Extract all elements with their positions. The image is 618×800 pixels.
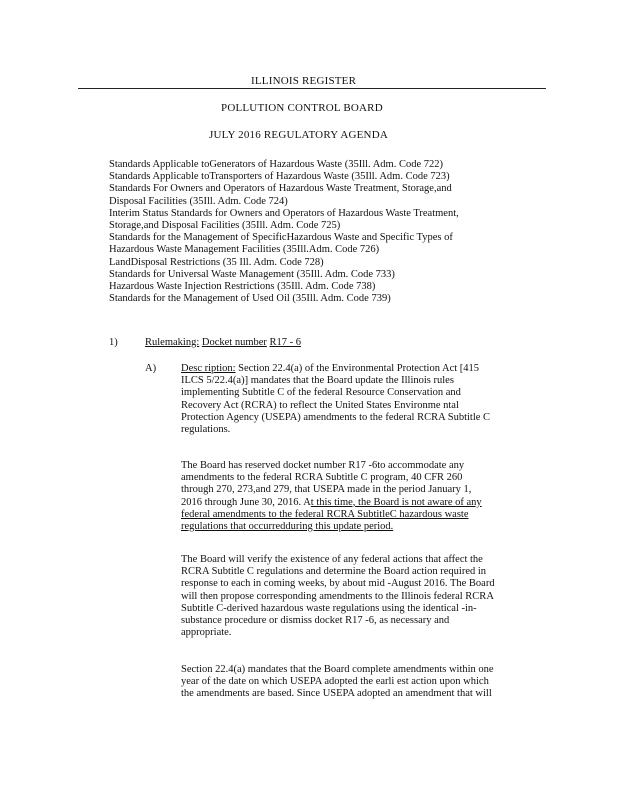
header-divider [78,88,546,89]
text-line: The Board has reserved docket number R17 -6to accommodate any [181,460,465,471]
regulation-line: LandDisposal Restrictions (35 Ill. Adm. Code 728) [109,256,324,268]
verify-paragraph [181,554,541,639]
regulation-line: Standards for the Management of SpecificHazardous Waste and Specific Types of [109,232,453,244]
docket-number: R17 - 6 [269,337,302,348]
section-letter: A) [145,363,157,374]
text-line: regulations. [181,424,231,436]
text-line: the amendments are based. Since USEPA adopted an amendment that will [181,688,492,700]
regulation-list [109,159,549,305]
deadline-paragraph [181,664,541,701]
text-line: Protection Agency (USEPA) amendments to the federal RCRA Subtitle C [181,411,491,423]
regulation-line: Disposal Facilities (35Ill. Adm. Code 724) [109,195,288,207]
rulemaking-label: Rulemaking: [145,337,200,348]
description-label: Desc ription: [181,363,236,374]
item-number: 1) [109,337,118,348]
regulation-line: Standards Applicable toGenerators of Hazardous Waste (35Ill. Adm. Code 722) [109,159,444,170]
underlined-text: t this time, the Board is not aware of any [310,496,482,508]
regulation-line: Hazardous Waste Injection Restrictions (35Ill. Adm. Code 738) [109,281,376,293]
rulemaking-heading [145,337,301,349]
text-line: through 270, 273,and 279, that USEPA made in the period January 1, [181,484,472,496]
text-line: amendments to the federal RCRA Subtitle C program, 40 CFR 260 [181,472,463,484]
text-line: 2016 through June 30, 2016. A [181,496,311,508]
regulation-line: Standards for Universal Waste Management (35Ill. Adm. Code 733) [109,268,395,280]
text-line: implementing Subtitle C of the federal Resource Conservation and [181,387,461,399]
underlined-text: federal amendments to the federal RCRA SubtitleC hazardous waste [181,508,469,520]
description-paragraph [181,363,541,436]
text-line: ILCS 5/22.4(a)] mandates that the Board update the Illinois rules [181,375,454,387]
board-title: POLLUTION CONTROL BOARD [221,102,383,114]
text-line: substance procedure or dismiss docket R17 -6, as necessary and [181,615,450,627]
text-line: RCRA Subtitle C regulations and determine the Board action required in [181,566,487,578]
text-line: appropriate. [181,627,232,639]
regulation-line: Storage,and Disposal Facilities (35Ill. Adm. Code 725) [109,220,341,232]
regulation-line: Standards for the Management of Used Oil (35Ill. Adm. Code 739) [109,293,391,305]
regulation-line: Standards For Owners and Operators of Hazardous Waste Treatment, Storage,and [109,183,452,195]
register-title: ILLINOIS REGISTER [251,75,357,87]
regulation-line: Standards Applicable toTransporters of Hazardous Waste (35Ill. Adm. Code 723) [109,171,450,183]
regulation-line: Interim Status Standards for Owners and Operators of Hazardous Waste Treatment, [109,207,459,219]
text-line: year of the date on which USEPA adopted the earli est action upon which [181,676,489,688]
agenda-title: JULY 2016 REGULATORY AGENDA [209,129,388,141]
text-line: Recovery Act (RCRA) to reflect the United States Environme ntal [181,399,459,411]
text-line: Section 22.4(a) mandates that the Board complete amendments within one [181,664,494,675]
text-line: Section 22.4(a) of the Environmental Protection Act [415 [235,363,480,374]
underlined-text: regulations that occurredduring this update period. [181,521,394,533]
regulation-line: Hazardous Waste Management Facilities (35Ill.Adm. Code 726) [109,244,380,256]
text-line: Subtitle C-derived hazardous waste regulations using the identical -in- [181,602,477,614]
docket-paragraph [181,460,541,533]
text-line: will then propose corresponding amendments to the Illinois federal RCRA [181,590,494,602]
docket-label: Docket number [201,337,267,348]
text-line: response to each in coming weeks, by about mid -August 2016. The Board [181,578,495,590]
text-line: The Board will verify the existence of any federal actions that affect the [181,554,483,565]
